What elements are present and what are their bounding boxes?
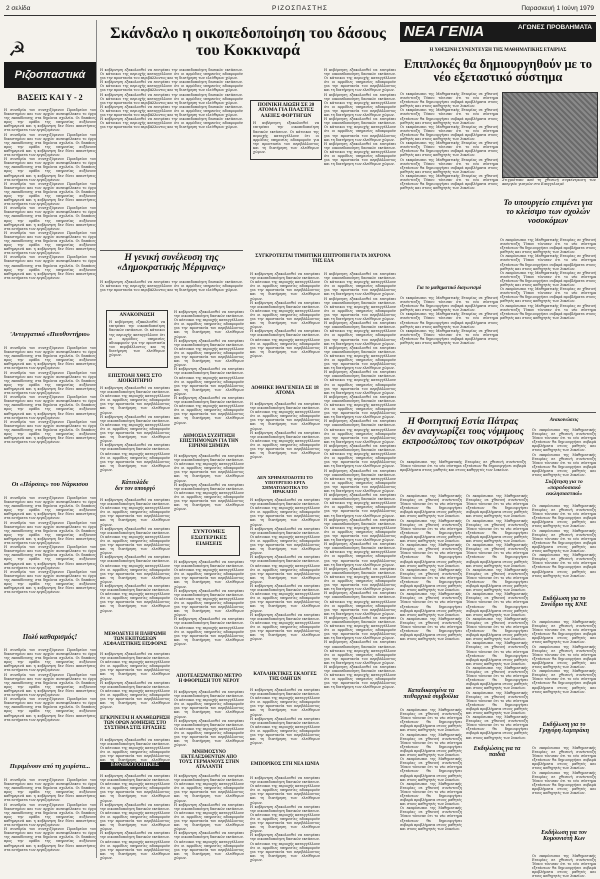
photo-doctors-protest bbox=[502, 92, 598, 178]
article-anakoinosh-body: Η κυβέρνηση εξακολουθεί να επιτρέπει την οικοπεδοποίηση δασικών εκτάσεων. Οι κάτοικοι της περιοχής καταγγέλλουν ότι οι αρμόδιες υπηρεσίες αδιαφορούν για την προστασία του περιβάλλοντος και τη διατήρηση των ελεύθερων χώρων. bbox=[109, 320, 165, 357]
article-genika-cont: Η κυβέρνηση εξακολουθεί να επιτρέπει την οικοπεδοποίηση δασικών εκτάσεων. Οι κάτοικοι της περιοχής καταγγέλλουν ότι οι αρμόδιες υπηρεσίες αδιαφορούν για την προστασία του περιβάλλοντος και τη διατήρηση των ελεύθερων χώρων. Η κυβέρνηση εξακολουθεί να επιτρέπει την οικοπεδοποίηση δασικών εκτάσεων. Οι κάτοικοι της περιοχής καταγγέλλουν ότι οι αρμόδιες υπηρεσίες αδιαφορούν για την προστασία του περιβάλλοντος και τη διατήρηση των ελεύθερων χώρων. Η κυβέρνηση εξακολουθεί να επιτρέπει την οικοπεδοποίηση δασικών εκτάσεων. Οι κάτοικοι της περιοχής καταγγέλλουν ότι οι αρμόδιες υπηρεσίες αδιαφορούν για την προστασία του περιβάλλοντος και τη διατήρηση των ελεύθερων χώρων. Η κυβέρνηση εξακολουθεί να επιτρέπει την οικοπεδοποίηση δασικών εκτάσεων. Οι κάτοικοι της περιοχής καταγγέλλουν ότι οι αρμόδιες υπηρεσίες αδιαφορούν για την προστασία του περιβάλλοντος και τη διατήρηση των ελεύθερων χώρων. bbox=[174, 310, 244, 425]
article-ypourgeio-body: Οι εκπρόσωποι της Μαθηματικής Εταιρίας σε χθεσινή συνέντευξη Τύπου τόνισαν ότι το νέο σύστημα εξετάσεων θα δημιουργήσει σοβαρά προβλήματα στους μαθητές και στους καθηγητές των λυκείων. Οι εκπρόσωποι της Μαθηματικής Εταιρίας σε χθεσινή συνέντευξη Τύπου τόνισαν ότι το νέο σύστημα εξετάσεων θα δημιουργήσει σοβαρά προβλήματα στους μαθητές και στους καθηγητές των λυκείων. Οι εκπρόσωποι της Μαθηματικής Εταιρίας σε χθεσινή συνέντευξη Τύπου τόνισαν ότι το νέο σύστημα εξετάσεων θα δημιουργήσει σοβαρά προβλήματα στους μαθητές και στους καθηγητές των λυκείων. Οι εκπρόσωποι της Μαθηματικής Εταιρίας σε χθεσινή συνέντευξη Τύπου τόνισαν ότι το νέο σύστημα εξετάσεων θα δημιουργήσει σοβαρά προβλήματα στους μαθητές και στους καθηγητές των λυκείων. Οι εκπρόσωποι της Μαθηματικής Εταιρίας σε χθεσινή συνέντευξη Τύπου τόνισαν ότι το νέο σύστημα εξετάσεων θα δημιουργήσει σοβαρά προβλήματα στους μαθητές και στους καθηγητές των λυκείων. bbox=[500, 238, 596, 320]
kicker-mathimatiki: Η ΧΘΕΣΙΝΗ ΣΥΝΕΝΤΕΥΞΗ ΤΗΣ ΜΑΘΗΜΑΤΙΚΗΣ ΕΤΑΙΡΙΑΣ bbox=[429, 48, 567, 53]
heading-poinikh: ΠΟΙΝΙΚΗ ΔΙΩΞΗ ΣΕ 20 ΑΤΟΜΑ ΓΙΑ ΠΛΑΣΤΕΣ ΑΔΕΙΕΣ ΦΟΡΤΗΓΩΝ bbox=[257, 102, 315, 119]
box-poinikh bbox=[250, 100, 322, 160]
article-skandalo-body: Η κυβέρνηση εξακολουθεί να επιτρέπει την οικοπεδοποίηση δασικών εκτάσεων. Οι κάτοικοι της περιοχής καταγγέλλουν ότι οι αρμόδιες υπηρεσίες αδιαφορούν για την προστασία του περιβάλλοντος και τη διατήρηση των ελεύθερων χώρων. Η κυβέρνηση εξακολουθεί να επιτρέπει την οικοπεδοποίηση δασικών εκτάσεων. Οι κάτοικοι της περιοχής καταγγέλλουν ότι οι αρμόδιες υπηρεσίες αδιαφορούν για την προστασία του περιβάλλοντος και τη διατήρηση των ελεύθερων χώρων. Η κυβέρνηση εξακολουθεί να επιτρέπει την οικοπεδοποίηση δασικών εκτάσεων. Οι κάτοικοι της περιοχής καταγγέλλουν ότι οι αρμόδιες υπηρεσίες αδιαφορούν για την προστασία του περιβάλλοντος και τη διατήρηση των ελεύθερων χώρων. Η κυβέρνηση εξακολουθεί να επιτρέπει την οικοπεδοποίηση δασικών εκτάσεων. Οι κάτοικοι της περιοχής καταγγέλλουν ότι οι αρμόδιες υπηρεσίες αδιαφορούν για την προστασία του περιβάλλοντος και τη διατήρηση των ελεύθερων χώρων. Η κυβέρνηση εξακολουθεί να επιτρέπει την οικοπεδοποίηση δασικών εκτάσεων. Οι κάτοικοι της περιοχής καταγγέλλουν ότι οι αρμόδιες υπηρεσίες αδιαφορούν για την προστασία του περιβάλλοντος και τη διατήρηση των ελεύθερων χώρων. bbox=[100, 68, 243, 130]
article-foititiki-col-a: Οι εκπρόσωποι της Μαθηματικής Εταιρίας σε χθεσινή συνέντευξη Τύπου τόνισαν ότι το νέο σύστημα εξετάσεων θα δημιουργήσει σοβαρά προβλήματα στους μαθητές και στους καθηγητές των λυκείων. Οι εκπρόσωποι της Μαθηματικής Εταιρίας σε χθεσινή συνέντευξη Τύπου τόνισαν ότι το νέο σύστημα εξετάσεων θα δημιουργήσει σοβαρά προβλήματα στους μαθητές και στους καθηγητές των λυκείων. Οι εκπρόσωποι της Μαθηματικής Εταιρίας σε χθεσινή συνέντευξη Τύπου τόνισαν ότι το νέο σύστημα εξετάσεων θα δημιουργήσει σοβαρά προβλήματα στους μαθητές και στους καθηγητές των λυκείων. Οι εκπρόσωποι της Μαθηματικής Εταιρίας σε χθεσινή συνέντευξη Τύπου τόνισαν ότι το νέο σύστημα εξετάσεων θα δημιουργήσει σοβαρά προβλήματα στους μαθητές και στους καθηγητές των λυκείων. Οι εκπρόσωποι της Μαθηματικής Εταιρίας σε χθεσινή συνέντευξη Τύπου τόνισαν ότι το νέο σύστημα εξετάσεων θα δημιουργήσει σοβαρά προβλήματα στους μαθητές και στους καθηγητές των λυκείων. Οι εκπρόσωποι της Μαθηματικής Εταιρίας σε χθεσινή συνέντευξη Τύπου τόνισαν ότι το νέο σύστημα εξετάσεων θα δημιουργήσει σοβαρά προβλήματα στους μαθητές και στους καθηγητές των λυκείων. bbox=[400, 494, 462, 642]
masthead bbox=[4, 3, 596, 16]
article-anterg-body: Η συνεδρία του συνεχιζόμενου Προεδρείου του δικαστηρίου και των αρχών ανεπιφύλακτο το έργο της εκπαίδευσης στα δημόσια σχολεία. Οι δαπάνες προς την ομάδα της υπηρεσίας αυξάνουν καθημερινά και η κυβέρνηση δεν δίνει απαντήσεις στα αιτήματα των εργαζομένων. Η συνεδρία του συνεχιζόμενου Προεδρείου του δικαστηρίου και των αρχών ανεπιφύλακτο το έργο της εκπαίδευσης στα δημόσια σχολεία. Οι δαπάνες προς την ομάδα της υπηρεσίας αυξάνουν καθημερινά και η κυβέρνηση δεν δίνει απαντήσεις στα αιτήματα των εργαζομένων. Η συνεδρία του συνεχιζόμενου Προεδρείου του δικαστηρίου και των αρχών ανεπιφύλακτο το έργο της εκπαίδευσης στα δημόσια σχολεία. Οι δαπάνες προς την ομάδα της υπηρεσίας αυξάνουν καθημερινά και η κυβέρνηση δεν δίνει απαντήσεις στα αιτήματα των εργαζομένων. Η συνεδρία του συνεχιζόμενου Προεδρείου του δικαστηρίου και των αρχών ανεπιφύλακτο το έργο της εκπαίδευσης στα δημόσια σχολεία. Οι δαπάνες προς την ομάδα της υπηρεσίας αυξάνουν καθημερινά και η κυβέρνηση δεν δίνει απαντήσεις στα αιτήματα των εργαζομένων. bbox=[4, 346, 96, 445]
article-syzhteitai-body: Οι εκπρόσωποι της Μαθηματικής Εταιρίας σε χθεσινή συνέντευξη Τύπου τόνισαν ότι το νέο σύστημα εξετάσεων θα δημιουργήσει σοβαρά προβλήματα στους μαθητές και στους καθηγητές των λυκείων. Οι εκπρόσωποι της Μαθηματικής Εταιρίας σε χθεσινή συνέντευξη Τύπου τόνισαν ότι το νέο σύστημα εξετάσεων θα δημιουργήσει σοβαρά προβλήματα στους μαθητές και στους καθηγητές των λυκείων. Οι εκπρόσωποι της Μαθηματικής Εταιρίας σε χθεσινή συνέντευξη Τύπου τόνισαν ότι το νέο σύστημα εξετάσεων θα δημιουργήσει σοβαρά προβλήματα στους μαθητές και στους καθηγητές των λυκείων. bbox=[532, 504, 596, 578]
heading-ethnikotopikes: ΕΘΝΙΚΟΤΟΠΙΚΕΣ bbox=[100, 762, 170, 770]
heading-epiplokes: Επιπλοκές θα δημιουργηθούν με το νέο εξεταστικό σύστημα bbox=[403, 57, 593, 85]
article-apotelesmatiko-body: Η κυβέρνηση εξακολουθεί να επιτρέπει την οικοπεδοποίηση δασικών εκτάσεων. Οι κάτοικοι της περιοχής καταγγέλλουν ότι οι αρμόδιες υπηρεσίες αδιαφορούν για την προστασία του περιβάλλοντος και τη διατήρηση των ελεύθερων χώρων. Η κυβέρνηση εξακολουθεί να επιτρέπει την οικοπεδοποίηση δασικών εκτάσεων. Οι κάτοικοι της περιοχής καταγγέλλουν ότι οι αρμόδιες υπηρεσίες αδιαφορούν για την προστασία του περιβάλλοντος και τη διατήρηση των ελεύθερων χώρων. bbox=[174, 690, 244, 748]
article-ethnikotopikes-body: Η κυβέρνηση εξακολουθεί να επιτρέπει την οικοπεδοποίηση δασικών εκτάσεων. Οι κάτοικοι της περιοχής καταγγέλλουν ότι οι αρμόδιες υπηρεσίες αδιαφορούν για την προστασία του περιβάλλοντος και τη διατήρηση των ελεύθερων χώρων. Η κυβέρνηση εξακολουθεί να επιτρέπει την οικοπεδοποίηση δασικών εκτάσεων. Οι κάτοικοι της περιοχής καταγγέλλουν ότι οι αρμόδιες υπηρεσίες αδιαφορούν για την προστασία του περιβάλλοντος και τη διατήρηση των ελεύθερων χώρων. Η κυβέρνηση εξακολουθεί να επιτρέπει την οικοπεδοποίηση δασικών εκτάσεων. Οι κάτοικοι της περιοχής καταγγέλλουν ότι οι αρμόδιες υπηρεσίες αδιαφορούν για την προστασία του περιβάλλοντος και τη διατήρηση των ελεύθερων χώρων. bbox=[100, 774, 170, 860]
heading-synergeia: ΣΥΓΚΡΟΤΕΙΤΑΙ ΤΙΜΗΤΙΚΗ ΕΠΙΤΡΟΠΗ ΓΙΑ ΤΑ 30ΧΡΟΝΑ ΤΗΣ ΕΔΑ bbox=[255, 254, 391, 265]
heading-anterg: 'Αντεργατικό «Πιευθυντήριο» bbox=[9, 331, 91, 338]
heading-foititiki: Η Φοιτητική Εστία Πάτρας δεν αναγνωρίζει τους νόμιμους εκπροσώπους των οικοτρόφων bbox=[402, 417, 524, 447]
heading-epistolh: ΕΠΙΣΤΟΛΗ ΧΘΕΣ ΣΤΟ ΔΙΟΙΚΗΤΗΡΙΟ bbox=[108, 374, 162, 385]
article-synergeia-body: Η κυβέρνηση εξακολουθεί να επιτρέπει την οικοπεδοποίηση δασικών εκτάσεων. Οι κάτοικοι της περιοχής καταγγέλλουν ότι οι αρμόδιες υπηρεσίες αδιαφορούν για την προστασία του περιβάλλοντος και τη διατήρηση των ελεύθερων χώρων. Η κυβέρνηση εξακολουθεί να επιτρέπει την οικοπεδοποίηση δασικών εκτάσεων. Οι κάτοικοι της περιοχής καταγγέλλουν ότι οι αρμόδιες υπηρεσίες αδιαφορούν για την προστασία του περιβάλλοντος και τη διατήρηση των ελεύθερων χώρων. Η κυβέρνηση εξακολουθεί να επιτρέπει την οικοπεδοποίηση δασικών εκτάσεων. Οι κάτοικοι της περιοχής καταγγέλλουν ότι οι αρμόδιες υπηρεσίες αδιαφορούν για την προστασία του περιβάλλοντος και τη διατήρηση των ελεύθερων χώρων. bbox=[250, 272, 320, 358]
heading-emporikos: ΕΜΠΟΡΙΚΟΣ ΣΤΗ ΝΕΑ ΙΩΝΙΑ bbox=[250, 762, 320, 767]
heading-ekdhlosh-paidia: Εκδηλώσεις για τα παιδιά bbox=[473, 746, 521, 759]
heading-dothike: ΔΟΘΗΚΕ ΙΘΑΓΕΝΕΙΑ ΣΕ 18 ΑΤΟΜΑ bbox=[251, 385, 319, 397]
heading-katadikazome: Καταδικασμένα τα πειθαρχικά συμβούλια bbox=[403, 688, 459, 701]
article-ekdhlosh-komounisth-body: Οι εκπρόσωποι της Μαθηματικής Εταιρίας σε χθεσινή συνέντευξη Τύπου τόνισαν ότι το νέο σύστημα εξετάσεων θα δημιουργήσει σοβαρά προβλήματα στους μαθητές και στους καθηγητές των λυκείων. bbox=[532, 854, 596, 879]
heading-den-xrhmatodotei: ΔΕΝ ΧΡΗΜΑΤΟΔΟΤΕΙ ΤΟ ΥΠΟΥΡΓΕΙΟ ΕΡΓΑ ΣΗΜΑΤΟΔΟΤΙΚΑ ΤΟ ΗΡΑΚΛΕΙΟ bbox=[257, 475, 313, 495]
article-dothike-body: Η κυβέρνηση εξακολουθεί να επιτρέπει την οικοπεδοποίηση δασικών εκτάσεων. Οι κάτοικοι της περιοχής καταγγέλλουν ότι οι αρμόδιες υπηρεσίες αδιαφορούν για την προστασία του περιβάλλοντος και τη διατήρηση των ελεύθερων χώρων. Η κυβέρνηση εξακολουθεί να επιτρέπει την οικοπεδοποίηση δασικών εκτάσεων. Οι κάτοικοι της περιοχής καταγγέλλουν ότι οι αρμόδιες υπηρεσίες αδιαφορούν για την προστασία του περιβάλλοντος και τη διατήρηση των ελεύθερων χώρων. bbox=[250, 402, 320, 460]
heading-egkrinete: ΕΓΚΡΙΝΕΤΑΙ Η ΑΝΑΘΕΩΡΗΣΗ ΤΩΝ ΟΡΩΝ ΔΟΜΗΣΗΣ ΣΤΟ ΣΥΣΤΗΜΑ ΣΤΙΣ ΕΡΓΑΣΙΕΣ bbox=[100, 716, 170, 732]
heading-ypourgeio: Το υπουργείο επιμένει για το κλείσιμο των σχολών νοσοκόμων bbox=[503, 197, 593, 225]
banner-subtitle: ΑΓΩΝΕΣ ΠΡΟΒΛΗΜΑΤΑ bbox=[517, 24, 592, 31]
heading-dhmosia: ΔΗΜΟΣΙΑ ΣΥΖΗΤΗΣΗ ΕΠΙΣΤΗΜΟΝΩΝ ΓΙΑ ΤΗΝ ΕΙΡΗΝΗ ΣΗΜΕΡΑ bbox=[179, 434, 239, 450]
heading-syntomes: ΣΥΝΤΟΜΕΣ ΕΣΩΤΕΡΙΚΕΣ ΕΙΔΗΣΕΙΣ bbox=[178, 526, 240, 556]
article-col2-right-body: Η κυβέρνηση εξακολουθεί να επιτρέπει την οικοπεδοποίηση δασικών εκτάσεων. Οι κάτοικοι της περιοχής καταγγέλλουν ότι οι αρμόδιες υπηρεσίες αδιαφορούν για την προστασία του περιβάλλοντος και τη διατήρηση των ελεύθερων χώρων. Η κυβέρνηση εξακολουθεί να επιτρέπει την οικοπεδοποίηση δασικών εκτάσεων. Οι κάτοικοι της περιοχής καταγγέλλουν ότι οι αρμόδιες υπηρεσίες αδιαφορούν για την προστασία του περιβάλλοντος και τη διατήρηση των ελεύθερων χώρων. Η κυβέρνηση εξακολουθεί να επιτρέπει την οικοπεδοποίηση δασικών εκτάσεων. Οι κάτοικοι της περιοχής καταγγέλλουν ότι οι αρμόδιες υπηρεσίες αδιαφορούν για την προστασία του περιβάλλοντος και τη διατήρηση των ελεύθερων χώρων. Η κυβέρνηση εξακολουθεί να επιτρέπει την οικοπεδοποίηση δασικών εκτάσεων. Οι κάτοικοι της περιοχής καταγγέλλουν ότι οι αρμόδιες υπηρεσίες αδιαφορούν για την προστασία του περιβάλλοντος και τη διατήρηση των ελεύθερων χώρων. Η κυβέρνηση εξακολουθεί να επιτρέπει την οικοπεδοποίηση δασικών εκτάσεων. Οι κάτοικοι της περιοχής καταγγέλλουν ότι οι αρμόδιες υπηρεσίες αδιαφορούν για την προστασία του περιβάλλοντος και τη διατήρηση των ελεύθερων χώρων. Η κυβέρνηση εξακολουθεί να επιτρέπει την οικοπεδοποίηση δασικών εκτάσεων. Οι κάτοικοι της περιοχής καταγγέλλουν ότι οι αρμόδιες υπηρεσίες αδιαφορούν για την προστασία του περιβάλλοντος και τη διατήρηση των ελεύθερων χώρων. Η κυβέρνηση εξακολουθεί να επιτρέπει την οικοπεδοποίηση δασικών εκτάσεων. Οι κάτοικοι της περιοχής καταγγέλλουν ότι οι αρμόδιες υπηρεσίες αδιαφορούν για την προστασία του περιβάλλοντος και τη διατήρηση των ελεύθερων χώρων. Η κυβέρνηση εξακολουθεί να επιτρέπει την οικοπεδοποίηση δασικών εκτάσεων. Οι κάτοικοι της περιοχής καταγγέλλουν ότι οι αρμόδιες υπηρεσίες αδιαφορούν για την προστασία του περιβάλλοντος και τη διατήρηση των ελεύθερων χώρων. Η κυβέρνηση εξακολουθεί να επιτρέπει την οικοπεδοποίηση δασικών εκτάσεων. Οι κάτοικοι της περιοχής καταγγέλλουν ότι οι αρμόδιες υπηρεσίες αδιαφορούν για την προστασία του περιβάλλοντος και τη διατήρηση των ελεύθερων χώρων. Η κυβέρνηση εξακολουθεί να επιτρέπει την οικοπεδοποίηση δασικών εκτάσεων. Οι κάτοικοι της περιοχής καταγγέλλουν ότι οι αρμόδιες υπηρεσίες αδιαφορούν για την προστασία του περιβάλλοντος και τη διατήρηση των ελεύθερων χώρων. Η κυβέρνηση εξακολουθεί να επιτρέπει την οικοπεδοποίηση δασικών εκτάσεων. Οι κάτοικοι της περιοχής καταγγέλλουν ότι οι αρμόδιες υπηρεσίες αδιαφορούν για την προστασία του περιβάλλοντος και τη διατήρηση των ελεύθερων χώρων. Η κυβέρνηση εξακολουθεί να επιτρέπει την οικοπεδοποίηση δασικών εκτάσεων. Οι κάτοικοι της περιοχής καταγγέλλουν ότι οι αρμόδιες υπηρεσίες αδιαφορούν για την προστασία του περιβάλλοντος και τη διατήρηση των ελεύθερων χώρων. Η κυβέρνηση εξακολουθεί να επιτρέπει την οικοπεδοποίηση δασικών εκτάσεων. Οι κάτοικοι της περιοχής καταγγέλλουν ότι οι αρμόδιες υπηρεσίες αδιαφορούν για την προστασία του περιβάλλοντος και τη διατήρηση των ελεύθερων χώρων. Η κυβέρνηση εξακολουθεί να επιτρέπει την οικοπεδοποίηση δασικών εκτάσεων. Οι κάτοικοι της περιοχής καταγγέλλουν ότι οι αρμόδιες υπηρεσίες αδιαφορούν για την προστασία του περιβάλλοντος και τη διατήρηση των ελεύθερων χώρων. Η κυβέρνηση εξακολουθεί να επιτρέπει την οικοπεδοποίηση δασικών εκτάσεων. Οι κάτοικοι της περιοχής καταγγέλλουν ότι οι αρμόδιες υπηρεσίες αδιαφορούν για την προστασία του περιβάλλοντος και τη διατήρηση των ελεύθερων χώρων. Η κυβέρνηση εξακολουθεί να επιτρέπει την οικοπεδοποίηση δασικών εκτάσεων. Οι κάτοικοι της περιοχής καταγγέλλουν ότι οι αρμόδιες υπηρεσίες αδιαφορούν για την προστασία του περιβάλλοντος και τη διατήρηση των ελεύθερων χώρων. Η κυβέρνηση εξακολουθεί να επιτρέπει την οικοπεδοποίηση δασικών εκτάσεων. Οι κάτοικοι της περιοχής καταγγέλλουν ότι οι αρμόδιες υπηρεσίες αδιαφορούν για την προστασία του περιβάλλοντος και τη διατήρηση των ελεύθερων χώρων. bbox=[324, 272, 396, 690]
article-mnhmosyno-body: Η κυβέρνηση εξακολουθεί να επιτρέπει την οικοπεδοποίηση δασικών εκτάσεων. Οι κάτοικοι της περιοχής καταγγέλλουν ότι οι αρμόδιες υπηρεσίες αδιαφορούν για την προστασία του περιβάλλοντος και τη διατήρηση των ελεύθερων χώρων. Η κυβέρνηση εξακολουθεί να επιτρέπει την οικοπεδοποίηση δασικών εκτάσεων. Οι κάτοικοι της περιοχής καταγγέλλουν ότι οι αρμόδιες υπηρεσίες αδιαφορούν για την προστασία του περιβάλλοντος και τη διατήρηση των ελεύθερων χώρων. Η κυβέρνηση εξακολουθεί να επιτρέπει την οικοπεδοποίηση δασικών εκτάσεων. Οι κάτοικοι της περιοχής καταγγέλλουν ότι οι αρμόδιες υπηρεσίες αδιαφορούν για την προστασία του περιβάλλοντος και τη διατήρηση των ελεύθερων χώρων. bbox=[174, 774, 244, 860]
article-foititiki-body: Οι εκπρόσωποι της Μαθηματικής Εταιρίας σε χθεσινή συνέντευξη Τύπου τόνισαν ότι το νέο σύστημα εξετάσεων θα δημιουργήσει σοβαρά προβλήματα στους μαθητές και στους καθηγητές των λυκείων. bbox=[400, 460, 526, 473]
column-right bbox=[400, 20, 596, 879]
article-dhmosia-body: Η κυβέρνηση εξακολουθεί να επιτρέπει την οικοπεδοποίηση δασικών εκτάσεων. Οι κάτοικοι της περιοχής καταγγέλλουν ότι οι αρμόδιες υπηρεσίες αδιαφορούν για την προστασία του περιβάλλοντος και τη διατήρηση των ελεύθερων χώρων. Η κυβέρνηση εξακολουθεί να επιτρέπει την οικοπεδοποίηση δασικών εκτάσεων. Οι κάτοικοι της περιοχής καταγγέλλουν ότι οι αρμόδιες υπηρεσίες αδιαφορούν για την προστασία του περιβάλλοντος και τη διατήρηση των ελεύθερων χώρων. bbox=[174, 454, 244, 512]
heading-ekdhlosh-komounisth: Εκδήλωση για τον Κομουνιστή Κων bbox=[541, 830, 587, 843]
article-porseis-body: Η συνεδρία του συνεχιζόμενου Προεδρείου του δικαστηρίου και των αρχών ανεπιφύλακτο το έργο της εκπαίδευσης στα δημόσια σχολεία. Οι δαπάνες προς την ομάδα της υπηρεσίας αυξάνουν καθημερινά και η κυβέρνηση δεν δίνει απαντήσεις στα αιτήματα των εργαζομένων. Η συνεδρία του συνεχιζόμενου Προεδρείου του δικαστηρίου και των αρχών ανεπιφύλακτο το έργο της εκπαίδευσης στα δημόσια σχολεία. Οι δαπάνες προς την ομάδα της υπηρεσίας αυξάνουν καθημερινά και η κυβέρνηση δεν δίνει απαντήσεις στα αιτήματα των εργαζομένων. Η συνεδρία του συνεχιζόμενου Προεδρείου του δικαστηρίου και των αρχών ανεπιφύλακτο το έργο της εκπαίδευσης στα δημόσια σχολεία. Οι δαπάνες προς την ομάδα της υπηρεσίας αυξάνουν καθημερινά και η κυβέρνηση δεν δίνει απαντήσεις στα αιτήματα των εργαζομένων. Η συνεδρία του συνεχιζόμενου Προεδρείου του δικαστηρίου και των αρχών ανεπιφύλακτο το έργο της εκπαίδευσης στα δημόσια σχολεία. Οι δαπάνες προς την ομάδα της υπηρεσίας αυξάνουν καθημερινά και η κυβέρνηση δεν δίνει απαντήσεις στα αιτήματα των εργαζομένων. bbox=[4, 496, 96, 595]
article-anakoin-body: Οι εκπρόσωποι της Μαθηματικής Εταιρίας σε χθεσινή συνέντευξη Τύπου τόνισαν ότι το νέο σύστημα εξετάσεων θα δημιουργήσει σοβαρά προβλήματα στους μαθητές και στους καθηγητές των λυκείων. Οι εκπρόσωποι της Μαθηματικής Εταιρίας σε χθεσινή συνέντευξη Τύπου τόνισαν ότι το νέο σύστημα εξετάσεων θα δημιουργήσει σοβαρά προβλήματα στους μαθητές και στους καθηγητές των λυκείων. bbox=[532, 428, 596, 478]
article-den-xrhmatodotei-body: Η κυβέρνηση εξακολουθεί να επιτρέπει την οικοπεδοποίηση δασικών εκτάσεων. Οι κάτοικοι της περιοχής καταγγέλλουν ότι οι αρμόδιες υπηρεσίες αδιαφορούν για την προστασία του περιβάλλοντος και τη διατήρηση των ελεύθερων χώρων. Η κυβέρνηση εξακολουθεί να επιτρέπει την οικοπεδοποίηση δασικών εκτάσεων. Οι κάτοικοι της περιοχής καταγγέλλουν ότι οι αρμόδιες υπηρεσίες αδιαφορούν για την προστασία του περιβάλλοντος και τη διατήρηση των ελεύθερων χώρων. Η κυβέρνηση εξακολουθεί να επιτρέπει την οικοπεδοποίηση δασικών εκτάσεων. Οι κάτοικοι της περιοχής καταγγέλλουν ότι οι αρμόδιες υπηρεσίες αδιαφορούν για την προστασία του περιβάλλοντος και τη διατήρηση των ελεύθερων χώρων. Η κυβέρνηση εξακολουθεί να επιτρέπει την οικοπεδοποίηση δασικών εκτάσεων. Οι κάτοικοι της περιοχής καταγγέλλουν ότι οι αρμόδιες υπηρεσίες αδιαφορούν για την προστασία του περιβάλλοντος και τη διατήρηση των ελεύθερων χώρων. Η κυβέρνηση εξακολουθεί να επιτρέπει την οικοπεδοποίηση δασικών εκτάσεων. Οι κάτοικοι της περιοχής καταγγέλλουν ότι οι αρμόδιες υπηρεσίες αδιαφορούν για την προστασία του περιβάλλοντος και τη διατήρηση των ελεύθερων χώρων. bbox=[250, 498, 320, 642]
box-anakoinosh bbox=[106, 310, 168, 368]
heading-perimenoun: Περιμένουν από τη χειρίστα... bbox=[9, 763, 91, 770]
paper-title: ΡΙΖΟΣΠΑΣΤΗΣ bbox=[272, 5, 328, 12]
heading-skandalo: Σκάνδαλο η οικοπεδοποίηση του δάσους του Κοκκιναρά bbox=[110, 25, 386, 59]
heading-katalhkseis: ΚΑΤΑΛΗΚΤΙΚΕΣ ΕΚΛΟΓΕΣ ΤΗΣ ΟΔΗΓΩΝ bbox=[253, 672, 317, 683]
article-poinikh-body: Η κυβέρνηση εξακολουθεί να επιτρέπει την οικοπεδοποίηση δασικών εκτάσεων. Οι κάτοικοι της περιοχής καταγγέλλουν ότι οι αρμόδιες υπηρεσίες αδιαφορούν για την προστασία του περιβάλλοντος και τη διατήρηση των ελεύθερων χώρων. bbox=[253, 121, 319, 155]
article-kateylady-body: Η κυβέρνηση εξακολουθεί να επιτρέπει την οικοπεδοποίηση δασικών εκτάσεων. Οι κάτοικοι της περιοχής καταγγέλλουν ότι οι αρμόδιες υπηρεσίες αδιαφορούν για την προστασία του περιβάλλοντος και τη διατήρηση των ελεύθερων χώρων. Η κυβέρνηση εξακολουθεί να επιτρέπει την οικοπεδοποίηση δασικών εκτάσεων. Οι κάτοικοι της περιοχής καταγγέλλουν ότι οι αρμόδιες υπηρεσίες αδιαφορούν για την προστασία του περιβάλλοντος και τη διατήρηση των ελεύθερων χώρων. Η κυβέρνηση εξακολουθεί να επιτρέπει την οικοπεδοποίηση δασικών εκτάσεων. Οι κάτοικοι της περιοχής καταγγέλλουν ότι οι αρμόδιες υπηρεσίες αδιαφορούν για την προστασία του περιβάλλοντος και τη διατήρηση των ελεύθερων χώρων. Η κυβέρνηση εξακολουθεί να επιτρέπει την οικοπεδοποίηση δασικών εκτάσεων. Οι κάτοικοι της περιοχής καταγγέλλουν ότι οι αρμόδιες υπηρεσίες αδιαφορούν για την προστασία του περιβάλλοντος και τη διατήρηση των ελεύθερων χώρων. bbox=[100, 498, 170, 613]
article-vaseis-body: Η συνεδρία του συνεχιζόμενου Προεδρείου του δικαστηρίου και των αρχών ανεπιφύλακτο το έργο της εκπαίδευσης στα δημόσια σχολεία. Οι δαπάνες προς την ομάδα της υπηρεσίας αυξάνουν καθημερινά και η κυβέρνηση δεν δίνει απαντήσεις στα αιτήματα των εργαζομένων. Η συνεδρία του συνεχιζόμενου Προεδρείου του δικαστηρίου και των αρχών ανεπιφύλακτο το έργο της εκπαίδευσης στα δημόσια σχολεία. Οι δαπάνες προς την ομάδα της υπηρεσίας αυξάνουν καθημερινά και η κυβέρνηση δεν δίνει απαντήσεις στα αιτήματα των εργαζομένων. Η συνεδρία του συνεχιζόμενου Προεδρείου του δικαστηρίου και των αρχών ανεπιφύλακτο το έργο της εκπαίδευσης στα δημόσια σχολεία. Οι δαπάνες προς την ομάδα της υπηρεσίας αυξάνουν καθημερινά και η κυβέρνηση δεν δίνει απαντήσεις στα αιτήματα των εργαζομένων. Η συνεδρία του συνεχιζόμενου Προεδρείου του δικαστηρίου και των αρχών ανεπιφύλακτο το έργο της εκπαίδευσης στα δημόσια σχολεία. Οι δαπάνες προς την ομάδα της υπηρεσίας αυξάνουν καθημερινά και η κυβέρνηση δεν δίνει απαντήσεις στα αιτήματα των εργαζομένων. Η συνεδρία του συνεχιζόμενου Προεδρείου του δικαστηρίου και των αρχών ανεπιφύλακτο το έργο της εκπαίδευσης στα δημόσια σχολεία. Οι δαπάνες προς την ομάδα της υπηρεσίας αυξάνουν καθημερινά και η κυβέρνηση δεν δίνει απαντήσεις στα αιτήματα των εργαζομένων. Η συνεδρία του συνεχιζόμενου Προεδρείου του δικαστηρίου και των αρχών ανεπιφύλακτο το έργο της εκπαίδευσης στα δημόσια σχολεία. Οι δαπάνες προς την ομάδα της υπηρεσίας αυξάνουν καθημερινά και η κυβέρνηση δεν δίνει απαντήσεις στα αιτήματα των εργαζομένων. Η συνεδρία του συνεχιζόμενου Προεδρείου του δικαστηρίου και των αρχών ανεπιφύλακτο το έργο της εκπαίδευσης στα δημόσια σχολεία. Οι δαπάνες προς την ομάδα της υπηρεσίας αυξάνουν καθημερινά και η κυβέρνηση δεν δίνει απαντήσεις στα αιτήματα των εργαζομένων. bbox=[4, 108, 96, 280]
article-ekdhlosh-kne-body: Οι εκπρόσωποι της Μαθηματικής Εταιρίας σε χθεσινή συνέντευξη Τύπου τόνισαν ότι το νέο σύστημα εξετάσεων θα δημιουργήσει σοβαρά προβλήματα στους μαθητές και στους καθηγητές των λυκείων. Οι εκπρόσωποι της Μαθηματικής Εταιρίας σε χθεσινή συνέντευξη Τύπου τόνισαν ότι το νέο σύστημα εξετάσεων θα δημιουργήσει σοβαρά προβλήματα στους μαθητές και στους καθηγητές των λυκείων. Οι εκπρόσωποι της Μαθηματικής Εταιρίας σε χθεσινή συνέντευξη Τύπου τόνισαν ότι το νέο σύστημα εξετάσεων θα δημιουργήσει σοβαρά προβλήματα στους μαθητές και στους καθηγητές των λυκείων. bbox=[532, 620, 596, 694]
article-syntomes-body: Η κυβέρνηση εξακολουθεί να επιτρέπει την οικοπεδοποίηση δασικών εκτάσεων. Οι κάτοικοι της περιοχής καταγγέλλουν ότι οι αρμόδιες υπηρεσίες αδιαφορούν για την προστασία του περιβάλλοντος και τη διατήρηση των ελεύθερων χώρων. Η κυβέρνηση εξακολουθεί να επιτρέπει την οικοπεδοποίηση δασικών εκτάσεων. Οι κάτοικοι της περιοχής καταγγέλλουν ότι οι αρμόδιες υπηρεσίες αδιαφορούν για την προστασία του περιβάλλοντος και τη διατήρηση των ελεύθερων χώρων. Η κυβέρνηση εξακολουθεί να επιτρέπει την οικοπεδοποίηση δασικών εκτάσεων. Οι κάτοικοι της περιοχής καταγγέλλουν ότι οι αρμόδιες υπηρεσίες αδιαφορούν για την προστασία του περιβάλλοντος και τη διατήρηση των ελεύθερων χώρων. bbox=[174, 560, 244, 646]
heading-methodeyei: ΜΕΘΟΔΕΥΕΙ Η ΠΛΗΡΩΜΗ ΤΩΝ ΕΚΠΤΩΣΕΩΝ ΑΣΦΑΛΙΣΤΙΚΗΣ ΕΙΣΦΟΡΑΣ bbox=[103, 632, 167, 648]
article-perimenoun-body: Η συνεδρία του συνεχιζόμενου Προεδρείου του δικαστηρίου και των αρχών ανεπιφύλακτο το έργο της εκπαίδευσης στα δημόσια σχολεία. Οι δαπάνες προς την ομάδα της υπηρεσίας αυξάνουν καθημερινά και η κυβέρνηση δεν δίνει απαντήσεις στα αιτήματα των εργαζομένων. Η συνεδρία του συνεχιζόμενου Προεδρείου του δικαστηρίου και των αρχών ανεπιφύλακτο το έργο της εκπαίδευσης στα δημόσια σχολεία. Οι δαπάνες προς την ομάδα της υπηρεσίας αυξάνουν καθημερινά και η κυβέρνηση δεν δίνει απαντήσεις στα αιτήματα των εργαζομένων. Η συνεδρία του συνεχιζόμενου Προεδρείου του δικαστηρίου και των αρχών ανεπιφύλακτο το έργο της εκπαίδευσης στα δημόσια σχολεία. Οι δαπάνες προς την ομάδα της υπηρεσίας αυξάνουν καθημερινά και η κυβέρνηση δεν δίνει απαντήσεις στα αιτήματα των εργαζομένων. bbox=[4, 778, 96, 852]
article-ekdhlosh-lamprakh-body: Οι εκπρόσωποι της Μαθηματικής Εταιρίας σε χθεσινή συνέντευξη Τύπου τόνισαν ότι το νέο σύστημα εξετάσεων θα δημιουργήσει σοβαρά προβλήματα στους μαθητές και στους καθηγητές των λυκείων. Οι εκπρόσωποι της Μαθηματικής Εταιρίας σε χθεσινή συνέντευξη Τύπου τόνισαν ότι το νέο σύστημα εξετάσεων θα δημιουργήσει σοβαρά προβλήματα στους μαθητές και στους καθηγητές των λυκείων. bbox=[532, 746, 596, 796]
heading-mathitiki: Για το μαθηματικό διαγωνισμό bbox=[416, 286, 482, 291]
column-left bbox=[4, 20, 97, 858]
article-egkrinete-body: Η κυβέρνηση εξακολουθεί να επιτρέπει την οικοπεδοποίηση δασικών εκτάσεων. Οι κάτοικοι της περιοχής καταγγέλλουν ότι οι αρμόδιες υπηρεσίες αδιαφορούν για την προστασία του περιβάλλοντος και τη διατήρηση των ελεύθερων bbox=[100, 738, 170, 763]
heading-syzhteitai: Συζήτηση για το «παραδοσιακό εκκλησιαστικό» bbox=[545, 479, 583, 497]
page-number: 2 σελίδα bbox=[6, 5, 31, 12]
column-middle bbox=[100, 20, 396, 862]
article-emporikos-body: Η κυβέρνηση εξακολουθεί να επιτρέπει την οικοπεδοποίηση δασικών εκτάσεων. Οι κάτοικοι της περιοχής καταγγέλλουν ότι οι αρμόδιες υπηρεσίες αδιαφορούν για την προστασία του περιβάλλοντος και τη διατήρηση των ελεύθερων χώρων. Η κυβέρνηση εξακολουθεί να επιτρέπει την οικοπεδοποίηση δασικών εκτάσεων. Οι κάτοικοι της περιοχής καταγγέλλουν ότι οι αρμόδιες υπηρεσίες αδιαφορούν για την προστασία του περιβάλλοντος και τη διατήρηση των ελεύθερων χώρων. Η κυβέρνηση εξακολουθεί να επιτρέπει την οικοπεδοποίηση δασικών εκτάσεων. Οι κάτοικοι της περιοχής καταγγέλλουν ότι οι αρμόδιες υπηρεσίες αδιαφορούν για την προστασία του περιβάλλοντος και τη διατήρηση των ελεύθερων χώρων. bbox=[250, 776, 320, 862]
article-foititiki-col-b: Οι εκπρόσωποι της Μαθηματικής Εταιρίας σε χθεσινή συνέντευξη Τύπου τόνισαν ότι το νέο σύστημα εξετάσεων θα δημιουργήσει σοβαρά προβλήματα στους μαθητές και στους καθηγητές των λυκείων. Οι εκπρόσωποι της Μαθηματικής Εταιρίας σε χθεσινή συνέντευξη Τύπου τόνισαν ότι το νέο σύστημα εξετάσεων θα δημιουργήσει σοβαρά προβλήματα στους μαθητές και στους καθηγητές των λυκείων. Οι εκπρόσωποι της Μαθηματικής Εταιρίας σε χθεσινή συνέντευξη Τύπου τόνισαν ότι το νέο σύστημα εξετάσεων θα δημιουργήσει σοβαρά προβλήματα στους μαθητές και στους καθηγητές των λυκείων. Οι εκπρόσωποι της Μαθηματικής Εταιρίας σε χθεσινή συνέντευξη Τύπου τόνισαν ότι το νέο σύστημα εξετάσεων θα δημιουργήσει σοβαρά προβλήματα στους μαθητές και στους καθηγητές των λυκείων. Οι εκπρόσωποι της Μαθηματικής Εταιρίας σε χθεσινή συνέντευξη Τύπου τόνισαν ότι το νέο σύστημα εξετάσεων θα δημιουργήσει σοβαρά προβλήματα στους μαθητές και στους καθηγητές των λυκείων. Οι εκπρόσωποι της Μαθηματικής Εταιρίας σε χθεσινή συνέντευξη Τύπου τόνισαν ότι το νέο σύστημα εξετάσεων θα δημιουργήσει σοβαρά προβλήματα στους μαθητές και στους καθηγητές των λυκείων. Οι εκπρόσωποι της Μαθηματικής Εταιρίας σε χθεσινή συνέντευξη Τύπου τόνισαν ότι το νέο σύστημα εξετάσεων θα δημιουργήσει σοβαρά προβλήματα στους μαθητές και στους καθηγητές των λυκείων. Οι εκπρόσωποι της Μαθηματικής Εταιρίας σε χθεσινή συνέντευξη Τύπου τόνισαν ότι το νέο σύστημα εξετάσεων θα δημιουργήσει σοβαρά προβλήματα στους μαθητές και στους καθηγητές των λυκείων. Οι εκπρόσωποι της Μαθηματικής Εταιρίας σε χθεσινή συνέντευξη Τύπου τόνισαν ότι το νέο σύστημα εξετάσεων θα δημιουργήσει σοβαρά προβλήματα στους μαθητές και στους καθηγητές των λυκείων. Οι εκπρόσωποι της Μαθηματικής Εταιρίας σε χθεσινή συνέντευξη Τύπου τόνισαν ότι το νέο σύστημα εξετάσεων θα δημιουργήσει σοβαρά προβλήματα στους μαθητές και στους καθηγητές των λυκείων. bbox=[466, 494, 528, 740]
heading-anakoinosh: ΑΝΑΚΟΙΝΩΣΗ bbox=[119, 313, 155, 318]
heading-kateylady: Κάτευλάδε δεν τον υπουργό bbox=[114, 480, 156, 493]
nea-genia-banner bbox=[400, 22, 596, 42]
article-katharismos-body: Η συνεδρία του συνεχιζόμενου Προεδρείου του δικαστηρίου και των αρχών ανεπιφύλακτο το έργο της εκπαίδευσης στα δημόσια σχολεία. Οι δαπάνες προς την ομάδα της υπηρεσίας αυξάνουν καθημερινά και η κυβέρνηση δεν δίνει απαντήσεις στα αιτήματα των εργαζομένων. Η συνεδρία του συνεχιζόμενου Προεδρείου του δικαστηρίου και των αρχών ανεπιφύλακτο το έργο της εκπαίδευσης στα δημόσια σχολεία. Οι δαπάνες προς την ομάδα της υπηρεσίας αυξάνουν καθημερινά και η κυβέρνηση δεν δίνει απαντήσεις στα αιτήματα των εργαζομένων. Η συνεδρία του συνεχιζόμενου Προεδρείου του δικαστηρίου και των αρχών ανεπιφύλακτο το έργο της εκπαίδευσης στα δημόσια σχολεία. Οι δαπάνες προς την ομάδα της υπηρεσίας αυξάνουν καθημερινά και η κυβέρνηση δεν δίνει απαντήσεις στα αιτήματα των εργαζομένων. bbox=[4, 648, 96, 722]
article-skandalo-cont: Η κυβέρνηση εξακολουθεί να επιτρέπει την οικοπεδοποίηση δασικών εκτάσεων. Οι κάτοικοι της περιοχής καταγγέλλουν ότι οι αρμόδιες υπηρεσίες αδιαφορούν για την προστασία του περιβάλλοντος και τη διατήρηση των ελεύθερων χώρων. Η κυβέρνηση εξακολουθεί να επιτρέπει την οικοπεδοποίηση δασικών εκτάσεων. Οι κάτοικοι της περιοχής καταγγέλλουν ότι οι αρμόδιες υπηρεσίες αδιαφορούν για την προστασία του περιβάλλοντος και τη διατήρηση των ελεύθερων χώρων. Η κυβέρνηση εξακολουθεί να επιτρέπει την οικοπεδοποίηση δασικών εκτάσεων. Οι κάτοικοι της περιοχής καταγγέλλουν ότι οι αρμόδιες υπηρεσίες αδιαφορούν για την προστασία του περιβάλλοντος και τη διατήρηση των ελεύθερων χώρων. Η κυβέρνηση εξακολουθεί να επιτρέπει την οικοπεδοποίηση δασικών εκτάσεων. Οι κάτοικοι της περιοχής καταγγέλλουν ότι οι αρμόδιες υπηρεσίες αδιαφορούν για την προστασία του περιβάλλοντος και τη διατήρηση των ελεύθερων χώρων. bbox=[324, 68, 396, 167]
article-epistolh-body: Η κυβέρνηση εξακολουθεί να επιτρέπει την οικοπεδοποίηση δασικών εκτάσεων. Οι κάτοικοι της περιοχής καταγγέλλουν ότι οι αρμόδιες υπηρεσίες αδιαφορούν για την προστασία του περιβάλλοντος και τη διατήρηση των ελεύθερων χώρων. Η κυβέρνηση εξακολουθεί να επιτρέπει την οικοπεδοποίηση δασικών εκτάσεων. Οι κάτοικοι της περιοχής καταγγέλλουν ότι οι αρμόδιες υπηρεσίες αδιαφορούν για την προστασία του περιβάλλοντος και τη διατήρηση των ελεύθερων χώρων. Η κυβέρνηση εξακολουθεί να επιτρέπει την οικοπεδοποίηση δασικών εκτάσεων. Οι κάτοικοι της περιοχής καταγγέλλουν ότι οι αρμόδιες υπηρεσίες αδιαφορούν για την προστασία του περιβάλλοντος και τη διατήρηση των ελεύθερων χώρων. bbox=[100, 386, 170, 472]
heading-genika: Η γενική συνέλευση της «Δημοκρατικής Μέριμνας» bbox=[117, 253, 226, 273]
heading-katharismos: Πολύ καθαρισμός! bbox=[22, 633, 78, 641]
article-mathitiki-body: Οι εκπρόσωποι της Μαθηματικής Εταιρίας σε χθεσινή συνέντευξη Τύπου τόνισαν ότι το νέο σύστημα εξετάσεων θα δημιουργήσει σοβαρά προβλήματα στους μαθητές και στους καθηγητές των λυκείων. Οι εκπρόσωποι της Μαθηματικής Εταιρίας σε χθεσινή συνέντευξη Τύπου τόνισαν ότι το νέο σύστημα εξετάσεων θα δημιουργήσει σοβαρά προβλήματα στους μαθητές και στους καθηγητές των λυκείων. Οι εκπρόσωποι της Μαθηματικής Εταιρίας σε χθεσινή συνέντευξη Τύπου τόνισαν ότι το νέο σύστημα εξετάσεων θα δημιουργήσει σοβαρά προβλήματα στους μαθητές και στους καθηγητές των λυκείων. bbox=[400, 296, 498, 346]
rizospastika-logo: Ριζοσπαστικά bbox=[4, 62, 96, 88]
issue-date: Παρασκευή 1 Ιούνη 1979 bbox=[521, 5, 594, 12]
heading-ekdhlosh-lamprakh: Εκδήλωση για το Γρηγόρη Λαμπράκη bbox=[539, 722, 589, 735]
heading-anakoin: Ανακοινώσεις bbox=[549, 418, 579, 423]
heading-porseis: Οι «Πόρσεις» του Νάρκισου bbox=[11, 481, 89, 488]
banner-title: ΝΕΑ ΓΕΝΙΑ bbox=[404, 23, 485, 40]
article-methodeyei-body: Η κυβέρνηση εξακολουθεί να επιτρέπει την οικοπεδοποίηση δασικών εκτάσεων. Οι κάτοικοι της περιοχής καταγγέλλουν ότι οι αρμόδιες υπηρεσίες αδιαφορούν για την προστασία του περιβάλλοντος και τη διατήρηση των ελεύθερων χώρων. Η κυβέρνηση εξακολουθεί να επιτρέπει την οικοπεδοποίηση δασικών εκτάσεων. Οι κάτοικοι της περιοχής καταγγέλλουν ότι οι αρμόδιες υπηρεσίες αδιαφορούν για την προστασία του περιβάλλοντος και τη διατήρηση των ελεύθερων χώρων. bbox=[100, 652, 170, 710]
photo-caption: Στιγμιότυπο από τη χθεσινή συγκέντρωση των απεργών γιατρών στο Ευαγγελισμό bbox=[502, 178, 596, 187]
heading-mnhmosyno: ΜΝΗΜΟΣΥΝΟ ΕΚΤΕΛΕΣΘΕΝΤΩΝ ΑΠΟ ΤΟΥΣ ΓΕΡΜΑΝΟΥΣ ΣΤΗΝ ΑΤΑΛΑΝΤΗ bbox=[178, 750, 240, 771]
article-genika-body: Η κυβέρνηση εξακολουθεί να επιτρέπει την οικοπεδοποίηση δασικών εκτάσεων. Οι κάτοικοι της περιοχής καταγγέλλουν ότι οι αρμόδιες υπηρεσίες αδιαφορούν για την προστασία του περιβάλλοντος και τη διατήρηση των ελεύθερων χώρων. bbox=[100, 280, 243, 293]
heading-vaseis: ΒΑΣΕΙΣ ΚΑΙ Υ - 2 bbox=[17, 93, 83, 102]
article-epiplokes-body: Οι εκπρόσωποι της Μαθηματικής Εταιρίας σε χθεσινή συνέντευξη Τύπου τόνισαν ότι το νέο σύστημα εξετάσεων θα δημιουργήσει σοβαρά προβλήματα στους μαθητές και στους καθηγητές των λυκείων. Οι εκπρόσωποι της Μαθηματικής Εταιρίας σε χθεσινή συνέντευξη Τύπου τόνισαν ότι το νέο σύστημα εξετάσεων θα δημιουργήσει σοβαρά προβλήματα στους μαθητές και στους καθηγητές των λυκείων. Οι εκπρόσωποι της Μαθηματικής Εταιρίας σε χθεσινή συνέντευξη Τύπου τόνισαν ότι το νέο σύστημα εξετάσεων θα δημιουργήσει σοβαρά προβλήματα στους μαθητές και στους καθηγητές των λυκείων. Οι εκπρόσωποι της Μαθηματικής Εταιρίας σε χθεσινή συνέντευξη Τύπου τόνισαν ότι το νέο σύστημα εξετάσεων θα δημιουργήσει σοβαρά προβλήματα στους μαθητές και στους καθηγητές των λυκείων. Οι εκπρόσωποι της Μαθηματικής Εταιρίας σε χθεσινή συνέντευξη Τύπου τόνισαν ότι το νέο σύστημα εξετάσεων θα δημιουργήσει σοβαρά προβλήματα στους μαθητές και στους καθηγητές των λυκείων. Οι εκπρόσωποι της Μαθηματικής Εταιρίας σε χθεσινή συνέντευξη Τύπου τόνισαν ότι το νέο σύστημα εξετάσεων θα δημιουργήσει σοβαρά προβλήματα στους μαθητές και στους καθηγητές των λυκείων. bbox=[400, 92, 498, 191]
hammer-sickle-icon: ☭ bbox=[8, 37, 26, 61]
article-katadikazome-body: Οι εκπρόσωποι της Μαθηματικής Εταιρίας σε χθεσινή συνέντευξη Τύπου τόνισαν ότι το νέο σύστημα εξετάσεων θα δημιουργήσει σοβαρά προβλήματα στους μαθητές και στους καθηγητές των λυκείων. Οι εκπρόσωποι της Μαθηματικής Εταιρίας σε χθεσινή συνέντευξη Τύπου τόνισαν ότι το νέο σύστημα εξετάσεων θα δημιουργήσει σοβαρά προβλήματα στους μαθητές και στους καθηγητές των λυκείων. Οι εκπρόσωποι της Μαθηματικής Εταιρίας σε χθεσινή συνέντευξη Τύπου τόνισαν ότι το νέο σύστημα εξετάσεων θα δημιουργήσει σοβαρά προβλήματα στους μαθητές και στους καθηγητές των λυκείων. Οι εκπρόσωποι της Μαθηματικής Εταιρίας σε χθεσινή συνέντευξη Τύπου τόνισαν ότι το νέο σύστημα εξετάσεων θα δημιουργήσει σοβαρά προβλήματα στους μαθητές και στους καθηγητές των λυκείων. Οι εκπρόσωποι της Μαθηματικής Εταιρίας σε χθεσινή συνέντευξη Τύπου τόνισαν ότι το νέο σύστημα εξετάσεων θα δημιουργήσει σοβαρά προβλήματα στους μαθητές και στους καθηγητές των λυκείων. bbox=[400, 708, 462, 831]
heading-ekdhlosh-kne: Εκδήλωση για το Συνέδριο της ΚΝΕ bbox=[540, 596, 588, 609]
article-katalhkseis-body: Η κυβέρνηση εξακολουθεί να επιτρέπει την οικοπεδοποίηση δασικών εκτάσεων. Οι κάτοικοι της περιοχής καταγγέλλουν ότι οι αρμόδιες υπηρεσίες αδιαφορούν για την προστασία του περιβάλλοντος και τη διατήρηση των ελεύθερων χώρων. Η κυβέρνηση εξακολουθεί να επιτρέπει την οικοπεδοποίηση δασικών εκτάσεων. Οι κάτοικοι της περιοχής καταγγέλλουν ότι οι αρμόδιες υπηρεσίες αδιαφορούν για την προστασία του περιβάλλοντος και τη διατήρηση των ελεύθερων χώρων. bbox=[250, 688, 320, 746]
heading-apotelesmatiko: ΑΠΟΤΕΛΕΣΜΑΤΙΚΟ ΜΕΤΡΟ Η ΦΘΟΡΙΩΣΗ ΤΟΥ ΝΕΡΟΥ bbox=[176, 674, 242, 685]
